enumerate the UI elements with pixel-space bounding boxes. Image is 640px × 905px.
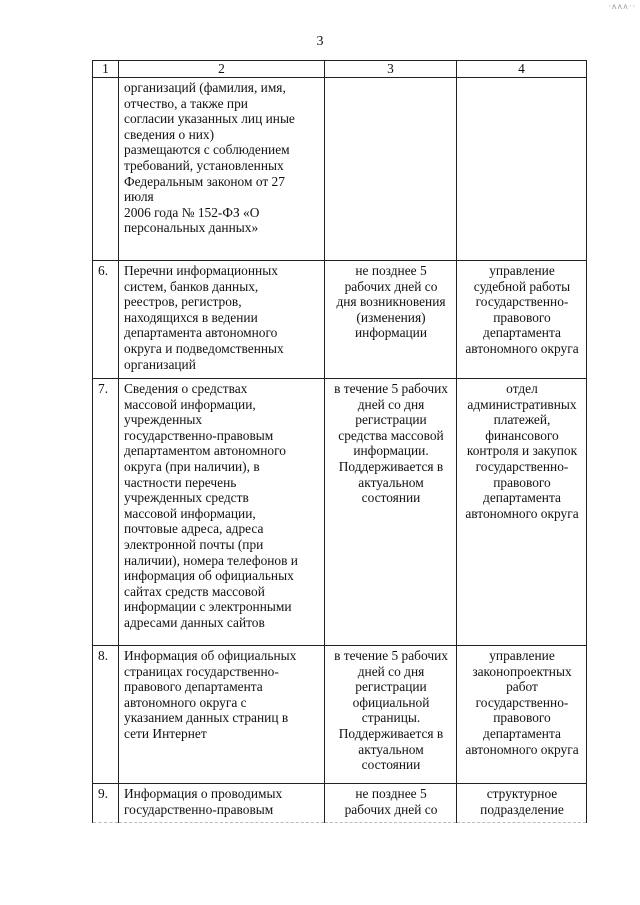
table-row [93,646,587,784]
cell-text-line: систем, банков данных, [124,278,259,294]
cell-text-line: финансового [485,427,559,443]
info-name-cell [119,78,325,261]
page-number: 3 [316,34,324,49]
cell-text-line: департамента [483,325,561,341]
cell-text-line: страницы. [361,710,421,726]
cell-text-line: управление [489,648,555,663]
cell-text-line: персональных данных» [124,220,259,236]
cell-text-line: государственно- [475,294,569,310]
cell-text-line: Перечни информационных [124,263,278,278]
cell-text-line: государственно-правовым [124,801,274,817]
cell-text-line: адресами данных сайтов [124,614,265,630]
row-number: 7. [93,379,119,646]
deadline-cell [325,784,457,823]
info-name-cell [119,261,325,379]
cell-text-line: размещаются с соблюдением [124,142,290,158]
cell-text-line: наличии), номера телефонов и [124,552,298,568]
cell-text-line: платежей, [493,412,551,428]
cell-text-line: сведения о них) [124,126,215,142]
cell-text-line: электронной почты (при [124,536,264,552]
cell-text-line: сети Интернет [124,725,207,741]
cell-text-line: не позднее 5 [355,786,427,801]
cell-text-line: Сведения о средствах [124,381,248,396]
cell-text-line: государственно- [475,694,569,710]
cell-text-line: массовой информации, [124,396,256,412]
cell-text-line: округа (при наличии), в [124,458,260,474]
cell-text-line: правового департамента [124,679,263,695]
header-col-4: 4 [457,61,587,78]
cell-text-line: правового [493,474,551,490]
cell-text-line: актуальном [358,474,424,490]
cell-text-line: состоянии [361,490,421,506]
table-row [93,379,587,646]
cell-text-line: сайтах средств массовой [124,583,265,599]
disclosure-table [92,60,587,823]
cell-text-line: информации с электронными [124,599,292,615]
info-name-cell [119,784,325,823]
cell-text-line: 2006 года № 152-ФЗ «О [124,204,260,220]
table-header-row [93,61,587,78]
responsible-cell [457,78,587,261]
deadline-cell [325,261,457,379]
cell-text-line: административных [467,396,577,412]
cell-text-line: почтовые адреса, адреса [124,521,264,537]
table-row [93,261,587,379]
cell-text-line: массовой информации, [124,505,256,521]
cell-text-line: рабочих дней со [344,278,438,294]
responsible-cell [457,784,587,823]
cell-text-line: организаций [124,356,196,372]
info-name-cell [119,379,325,646]
row-number: 6. [93,261,119,379]
deadline-cell [325,78,457,261]
header-col-1: 1 [93,61,119,78]
cell-text-line: Информация об официальных [124,648,297,663]
responsible-cell [457,261,587,379]
cell-text-line: подразделение [480,801,564,817]
row-number: 9. [93,784,119,823]
cell-text-line: информации [354,325,428,341]
cell-text-line: дня возникновения [336,294,446,310]
cell-text-line: указанием данных страниц в [124,710,289,726]
cell-text-line: государственно- [475,458,569,474]
cell-text-line: актуальном [358,741,424,757]
cell-text-line: Информация о проводимых [124,786,283,801]
cell-text-line: согласии указанных лиц иные [124,111,295,127]
cell-text-line: реестров, регистров, [124,294,242,310]
cell-text-line: дней со дня [357,396,425,412]
cell-text-line: правового [493,309,551,325]
cell-text-line: требований, установленных [124,157,284,173]
cell-text-line: работ [506,679,538,695]
cell-text-line: в течение 5 рабочих [334,648,448,663]
row-number: 8. [93,646,119,784]
cell-text-line: частности перечень [124,474,237,490]
cell-text-line: отдел [506,381,538,396]
row-number [93,78,119,261]
table-row [93,784,587,823]
cell-text-line: управление [489,263,555,278]
cell-text-line: июля [124,189,154,205]
cell-text-line: регистрации [355,412,427,428]
cell-text-line: дней со дня [357,663,425,679]
cell-text-line: учрежденных средств [124,490,249,506]
cell-text-line: регистрации [355,679,427,695]
cell-text-line: официальной [352,694,430,710]
cell-text-line: учрежденных [124,412,203,428]
cell-text-line: округа и подведомственных [124,340,284,356]
deadline-cell [325,379,457,646]
cell-text-line: Поддерживается в [338,725,444,741]
cell-text-line: страницах государственно- [124,663,279,679]
cell-text-line: контроля и закупок [466,443,578,459]
cell-text-line: автономного округа [465,505,579,521]
cell-text-line: состоянии [361,757,421,773]
cell-text-line: Федеральным законом от 27 [124,173,285,189]
cell-text-line: департамента [483,490,561,506]
cell-text-line: Поддерживается в [338,458,444,474]
cell-text-line: департаментом автономного [124,443,286,459]
cell-text-line: информация об официальных [124,568,294,584]
responsible-cell [457,646,587,784]
cell-text-line: структурное [486,786,558,801]
cell-text-line: рабочих дней со [344,801,438,817]
responsible-cell [457,379,587,646]
table-row [93,78,587,261]
cell-text-line: законопроектных [472,663,572,679]
cell-text-line: в течение 5 рабочих [334,381,448,396]
cell-text-line: не позднее 5 [355,263,427,278]
deadline-cell [325,646,457,784]
cell-text-line: департамента [483,725,561,741]
cell-text-line: автономного округа [465,340,579,356]
cell-text-line: находящихся в ведении [124,309,258,325]
cell-text-line: отчество, а также при [124,95,248,111]
header-col-3: 3 [325,61,457,78]
cell-text-line: государственно-правовым [124,427,274,443]
cell-text-line: организаций (фамилия, имя, [124,80,286,95]
cell-text-line: (изменения) [356,309,426,325]
cell-text-line: автономного округа [465,741,579,757]
scan-corner-mark: ·ʌʌʌ·· [608,2,636,11]
header-col-2: 2 [119,61,325,78]
info-name-cell [119,646,325,784]
cell-text-line: судебной работы [473,278,571,294]
cell-text-line: департамента автономного [124,325,278,341]
cell-text-line: правового [493,710,551,726]
cell-text-line: информации. [353,443,429,459]
cell-text-line: средства массовой [338,427,444,443]
cell-text-line: автономного округа с [124,694,247,710]
